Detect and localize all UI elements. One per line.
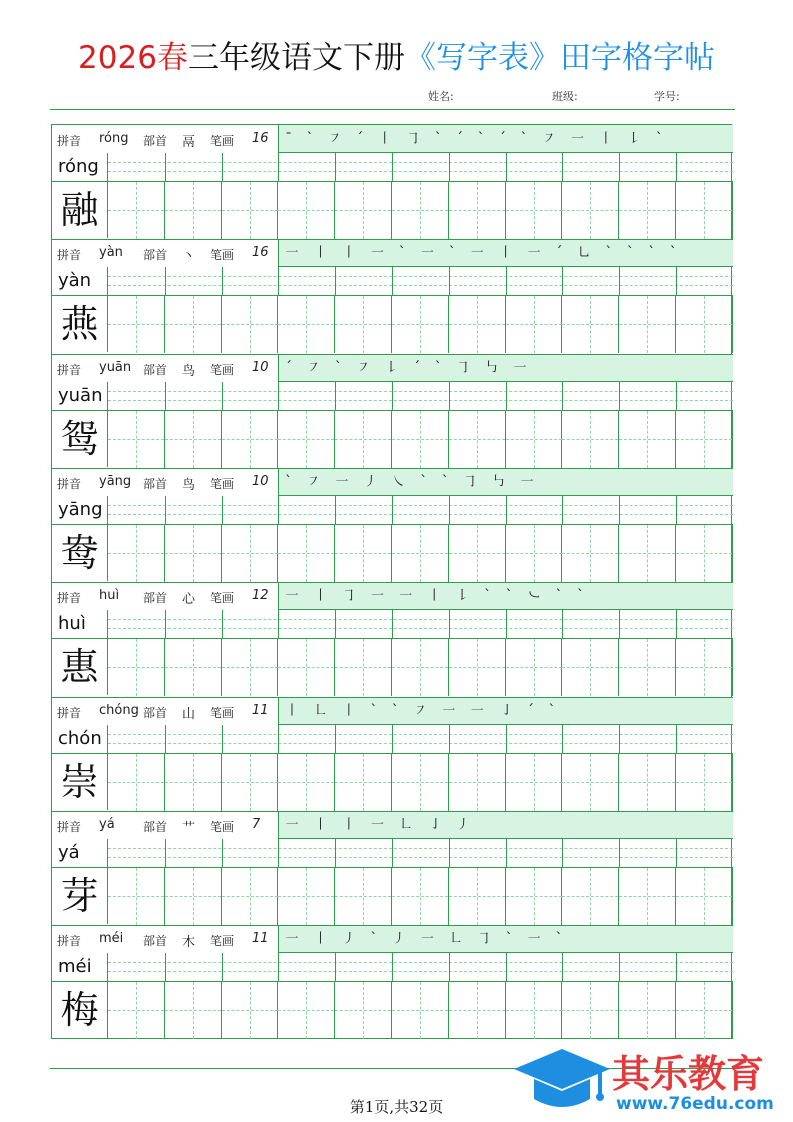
block-divider: [52, 468, 733, 469]
strokes-label: 笔画: [210, 819, 235, 834]
header-divider: [50, 109, 735, 110]
tianzige-cell[interactable]: [165, 868, 222, 925]
sample-character: 融: [52, 182, 108, 238]
tianzige-cell[interactable]: [108, 182, 165, 239]
tianzige-cell[interactable]: [278, 868, 335, 925]
strokes-value: 11: [252, 702, 269, 718]
radical-label: 部首: [143, 705, 168, 720]
tianzige-cell[interactable]: [335, 525, 392, 582]
writing-row: [52, 639, 733, 696]
tianzige-cell[interactable]: [335, 411, 392, 468]
tianzige-cell[interactable]: [619, 525, 676, 582]
pinyin-label: 拼音: [57, 362, 82, 377]
character-block: [52, 125, 733, 239]
pinyin-sample: yāng: [58, 498, 103, 520]
pinyin-sample: yuān: [58, 384, 103, 406]
tianzige-cell[interactable]: [449, 982, 506, 1039]
strokes-value: 7: [252, 816, 261, 832]
stroke-order: [279, 354, 733, 381]
pinyin-practice-row: [52, 839, 733, 868]
tianzige-cell[interactable]: [278, 754, 335, 811]
tianzige-cell[interactable]: [222, 639, 279, 696]
pinyin-value: méi: [99, 931, 124, 947]
stroke-order: [279, 582, 733, 609]
tianzige-cell[interactable]: [165, 754, 222, 811]
tianzige-cell[interactable]: [278, 182, 335, 239]
pinyin-sample-cell: [52, 839, 108, 867]
tianzige-cell[interactable]: [449, 182, 506, 239]
pinyin-lines: [108, 267, 733, 295]
pinyin-value: róng: [99, 131, 129, 146]
logo-name: 其乐教育: [612, 1052, 765, 1096]
pinyin-label: 拼音: [57, 248, 82, 263]
logo: [512, 1043, 787, 1118]
strokes-label: 笔画: [210, 705, 235, 720]
character-header: [52, 925, 733, 953]
writing-row: [52, 982, 733, 1039]
pinyin-label: 拼音: [57, 819, 82, 834]
tianzige-cell[interactable]: [392, 982, 449, 1039]
stroke-order-text: ˊ ㇇ ˋ ㇇ ㇙ ˊ ˋ ㇆ ㇉ ㇐: [285, 359, 533, 376]
character-info: [52, 354, 279, 382]
character-block: [52, 697, 733, 811]
tianzige-cell[interactable]: [676, 639, 733, 696]
pinyin-sample-cell: [52, 610, 108, 638]
tianzige-cell[interactable]: [562, 982, 619, 1039]
pinyin-sample-cell: [52, 382, 108, 410]
stroke-order: [279, 125, 733, 152]
tianzige-cell[interactable]: [392, 754, 449, 811]
character-block: [52, 468, 733, 582]
character-block: [52, 239, 733, 353]
sample-character: 燕: [52, 296, 108, 352]
tianzige-cell[interactable]: [619, 868, 676, 925]
character-info: [52, 811, 279, 839]
radical-value: 木: [182, 935, 196, 951]
tianzige-cell[interactable]: [562, 411, 619, 468]
radical-value: 鬲: [182, 135, 196, 150]
tianzige-cell[interactable]: [676, 182, 733, 239]
stroke-order-text: ㇑ ㇗ ㇑ ˋ ˋ ㇇ ㇐ ㇐ ㇚ ˊ ˋ: [285, 702, 561, 719]
pinyin-value: yàn: [99, 245, 123, 261]
stroke-order-text: ㇐ ㇑ ㇑ ㇐ ㇗ ㇚ ㇓: [285, 816, 475, 833]
title-year: 2026春: [78, 40, 188, 76]
stroke-order: [279, 811, 733, 838]
number-label: 学号:: [654, 90, 680, 103]
pinyin-practice-row: [52, 267, 733, 296]
tianzige-cell[interactable]: [278, 982, 335, 1039]
pinyin-sample: chón: [58, 727, 102, 749]
tianzige-cell[interactable]: [222, 411, 279, 468]
sample-character: 梅: [52, 982, 108, 1038]
character-block: [52, 354, 733, 468]
sample-character: 崇: [52, 754, 108, 810]
radical-label: 部首: [143, 476, 168, 491]
character-header: [52, 811, 733, 839]
tianzige-cell[interactable]: [562, 525, 619, 582]
strokes-label: 笔画: [210, 591, 235, 606]
tianzige-cell[interactable]: [506, 411, 563, 468]
pinyin-sample-cell: [52, 953, 108, 981]
pinyin-lines: [108, 839, 733, 867]
stroke-order: [279, 925, 733, 952]
tianzige-cell[interactable]: [108, 754, 165, 811]
tianzige-cell[interactable]: [506, 754, 563, 811]
radical-label: 部首: [143, 134, 168, 148]
radical-value: 鸟: [182, 363, 196, 379]
writing-row: [52, 296, 733, 353]
tianzige-cell[interactable]: [108, 639, 165, 696]
strokes-value: 16: [252, 245, 269, 261]
tianzige-cell[interactable]: [108, 296, 165, 353]
page-number: 第1页,共32页: [349, 1098, 444, 1116]
tianzige-cell[interactable]: [108, 525, 165, 582]
stroke-order: [279, 239, 733, 266]
strokes-label: 笔画: [210, 134, 235, 148]
stroke-order: [279, 468, 733, 495]
tianzige-cell[interactable]: [562, 868, 619, 925]
radical-value: 心: [182, 592, 196, 608]
pinyin-practice-row: [52, 153, 733, 182]
tianzige-cell[interactable]: [222, 982, 279, 1039]
tianzige-cell[interactable]: [506, 296, 563, 353]
pinyin-label: 拼音: [57, 934, 82, 949]
pinyin-value: huì: [99, 588, 120, 604]
block-divider: [52, 697, 733, 698]
pinyin-value: yuān: [99, 359, 132, 375]
character-info: [52, 582, 279, 610]
strokes-value: 12: [252, 588, 269, 604]
tianzige-cell[interactable]: [165, 411, 222, 468]
tianzige-cell[interactable]: [676, 411, 733, 468]
tianzige-cell[interactable]: [222, 525, 279, 582]
tianzige-cell[interactable]: [165, 982, 222, 1039]
block-divider: [52, 354, 733, 355]
sample-character: 惠: [52, 639, 108, 695]
character-header: [52, 354, 733, 382]
tianzige-cell[interactable]: [222, 868, 279, 925]
strokes-value: 16: [252, 131, 269, 146]
radical-value: 鸟: [182, 477, 196, 493]
tianzige-cell[interactable]: [108, 411, 165, 468]
sample-character: 鸯: [52, 525, 108, 581]
radical-label: 部首: [143, 362, 168, 377]
strokes-label: 笔画: [210, 934, 235, 949]
class-label: 班级:: [552, 90, 578, 103]
tianzige-cell[interactable]: [278, 411, 335, 468]
stroke-order-text: ˋ ㇇ ㇐ ㇓ ㇏ ˋ ˋ ㇆ ㇉ ㇐: [285, 473, 540, 490]
tianzige-cell[interactable]: [108, 868, 165, 925]
pinyin-value: yá: [99, 816, 115, 832]
stroke-order-text: ㇐ ㇑ ㇑ ㇐ ˋ ㇐ ˋ ㇐ ㇑ ㇐ ˊ ㇟ ˋ ˋ ˋ ˋ: [285, 245, 682, 262]
character-block: [52, 811, 733, 925]
radical-value: 丶: [182, 249, 196, 265]
tianzige-cell[interactable]: [562, 296, 619, 353]
pinyin-label: 拼音: [57, 591, 82, 606]
tianzige-cell[interactable]: [506, 182, 563, 239]
pinyin-sample-cell: [52, 496, 108, 524]
pinyin-practice-row: [52, 496, 733, 525]
pinyin-label: 拼音: [57, 476, 82, 491]
pinyin-practice-row: [52, 953, 733, 982]
tianzige-cell[interactable]: [449, 639, 506, 696]
character-info: [52, 239, 279, 267]
logo-url: www.76edu.com: [616, 1094, 774, 1114]
radical-value: 艹: [182, 820, 196, 836]
tianzige-cell[interactable]: [619, 754, 676, 811]
writing-row: [52, 868, 733, 925]
tianzige-cell[interactable]: [165, 182, 222, 239]
graduation-cap-icon: [512, 1043, 612, 1118]
tianzige-cell[interactable]: [335, 754, 392, 811]
strokes-value: 11: [252, 931, 269, 947]
title-grade: 三年级语文下册: [187, 40, 405, 76]
pinyin-sample: yá: [58, 841, 80, 863]
title-book: 《写字表》田字格字帖: [404, 40, 715, 76]
tianzige-cell[interactable]: [278, 296, 335, 353]
tianzige-cell[interactable]: [619, 296, 676, 353]
practice-sheet: [51, 124, 732, 1039]
sample-character: 芽: [52, 868, 108, 924]
tianzige-cell[interactable]: [165, 525, 222, 582]
tianzige-cell[interactable]: [335, 982, 392, 1039]
block-divider: [52, 239, 733, 240]
tianzige-cell[interactable]: [506, 982, 563, 1039]
tianzige-cell[interactable]: [676, 296, 733, 353]
tianzige-cell[interactable]: [222, 182, 279, 239]
character-info: [52, 468, 279, 496]
tianzige-cell[interactable]: [449, 754, 506, 811]
pinyin-sample: róng: [58, 156, 99, 177]
pinyin-sample-cell: [52, 267, 108, 295]
tianzige-cell[interactable]: [222, 296, 279, 353]
character-info: [52, 697, 279, 725]
tianzige-cell[interactable]: [676, 525, 733, 582]
tianzige-cell[interactable]: [506, 639, 563, 696]
page-title: [0, 38, 793, 78]
radical-value: 山: [182, 706, 196, 722]
radical-label: 部首: [143, 819, 168, 834]
stroke-order-text: ˉ ˋ ㇇ ˊ ㇑ ㇆ ˋ ˊ ˋ ˊ ˋ ㇇ ㇐ ㇑ ㇙ ˋ: [285, 131, 668, 147]
tianzige-cell[interactable]: [619, 982, 676, 1039]
tianzige-cell[interactable]: [449, 296, 506, 353]
pinyin-lines: [108, 382, 733, 410]
tianzige-cell[interactable]: [165, 296, 222, 353]
radical-label: 部首: [143, 248, 168, 263]
character-block: [52, 925, 733, 1039]
tianzige-cell[interactable]: [562, 639, 619, 696]
stroke-order-text: ㇐ ㇑ ㇆ ㇐ ㇐ ㇑ ㇙ ˋ ˋ ㇃ ˋ ˋ: [285, 588, 589, 605]
tianzige-cell[interactable]: [676, 868, 733, 925]
radical-label: 部首: [143, 934, 168, 949]
character-header: [52, 239, 733, 267]
pinyin-sample: yàn: [58, 270, 92, 292]
pinyin-practice-row: [52, 725, 733, 754]
pinyin-lines: [108, 610, 733, 638]
tianzige-cell[interactable]: [392, 182, 449, 239]
writing-row: [52, 182, 733, 239]
pinyin-value: yāng: [99, 473, 132, 489]
writing-row: [52, 525, 733, 582]
tianzige-cell[interactable]: [392, 411, 449, 468]
character-header: [52, 125, 733, 153]
sample-character: 鸳: [52, 411, 108, 467]
character-info: [52, 125, 279, 153]
stroke-order-text: ㇐ ㇑ ㇓ ˋ ㇓ ㇐ ㇗ ㇆ ˋ ㇐ ˋ: [285, 931, 568, 948]
tianzige-cell[interactable]: [562, 182, 619, 239]
character-info: [52, 925, 279, 953]
tianzige-cell[interactable]: [619, 411, 676, 468]
strokes-label: 笔画: [210, 248, 235, 263]
name-label: 姓名:: [428, 90, 454, 103]
tianzige-cell[interactable]: [449, 411, 506, 468]
strokes-value: 10: [252, 359, 269, 375]
tianzige-cell[interactable]: [278, 525, 335, 582]
pinyin-practice-row: [52, 610, 733, 639]
block-divider: [52, 811, 733, 812]
stroke-order: [279, 697, 733, 724]
tianzige-cell[interactable]: [335, 296, 392, 353]
tianzige-cell[interactable]: [278, 639, 335, 696]
pinyin-sample-cell: [52, 725, 108, 753]
pinyin-sample: huì: [58, 613, 86, 635]
strokes-label: 笔画: [210, 476, 235, 491]
tianzige-cell[interactable]: [449, 868, 506, 925]
character-header: [52, 468, 733, 496]
pinyin-lines: [108, 953, 733, 981]
tianzige-cell[interactable]: [619, 182, 676, 239]
pinyin-sample-cell: [52, 153, 108, 181]
character-header: [52, 582, 733, 610]
tianzige-cell[interactable]: [562, 754, 619, 811]
pinyin-lines: [108, 725, 733, 753]
tianzige-cell[interactable]: [335, 182, 392, 239]
pinyin-practice-row: [52, 382, 733, 411]
tianzige-cell[interactable]: [335, 639, 392, 696]
tianzige-cell[interactable]: [449, 525, 506, 582]
block-divider: [52, 925, 733, 926]
character-block: [52, 582, 733, 696]
tianzige-cell[interactable]: [392, 639, 449, 696]
pinyin-lines: [108, 153, 733, 181]
tianzige-cell[interactable]: [619, 639, 676, 696]
pinyin-sample: méi: [58, 956, 92, 978]
tianzige-cell[interactable]: [335, 868, 392, 925]
tianzige-cell[interactable]: [165, 639, 222, 696]
pinyin-label: 拼音: [57, 705, 82, 720]
block-divider: [52, 582, 733, 583]
pinyin-value: chóng: [99, 702, 139, 718]
tianzige-cell[interactable]: [392, 525, 449, 582]
writing-row: [52, 754, 733, 811]
tianzige-cell[interactable]: [392, 868, 449, 925]
radical-label: 部首: [143, 591, 168, 606]
tianzige-cell[interactable]: [108, 982, 165, 1039]
character-header: [52, 697, 733, 725]
pinyin-label: 拼音: [57, 134, 82, 148]
tianzige-cell[interactable]: [506, 525, 563, 582]
tianzige-cell[interactable]: [392, 296, 449, 353]
writing-row: [52, 411, 733, 468]
strokes-value: 10: [252, 473, 269, 489]
pinyin-lines: [108, 496, 733, 524]
tianzige-cell[interactable]: [676, 982, 733, 1039]
tianzige-cell[interactable]: [222, 754, 279, 811]
tianzige-cell[interactable]: [676, 754, 733, 811]
tianzige-cell[interactable]: [506, 868, 563, 925]
strokes-label: 笔画: [210, 362, 235, 377]
